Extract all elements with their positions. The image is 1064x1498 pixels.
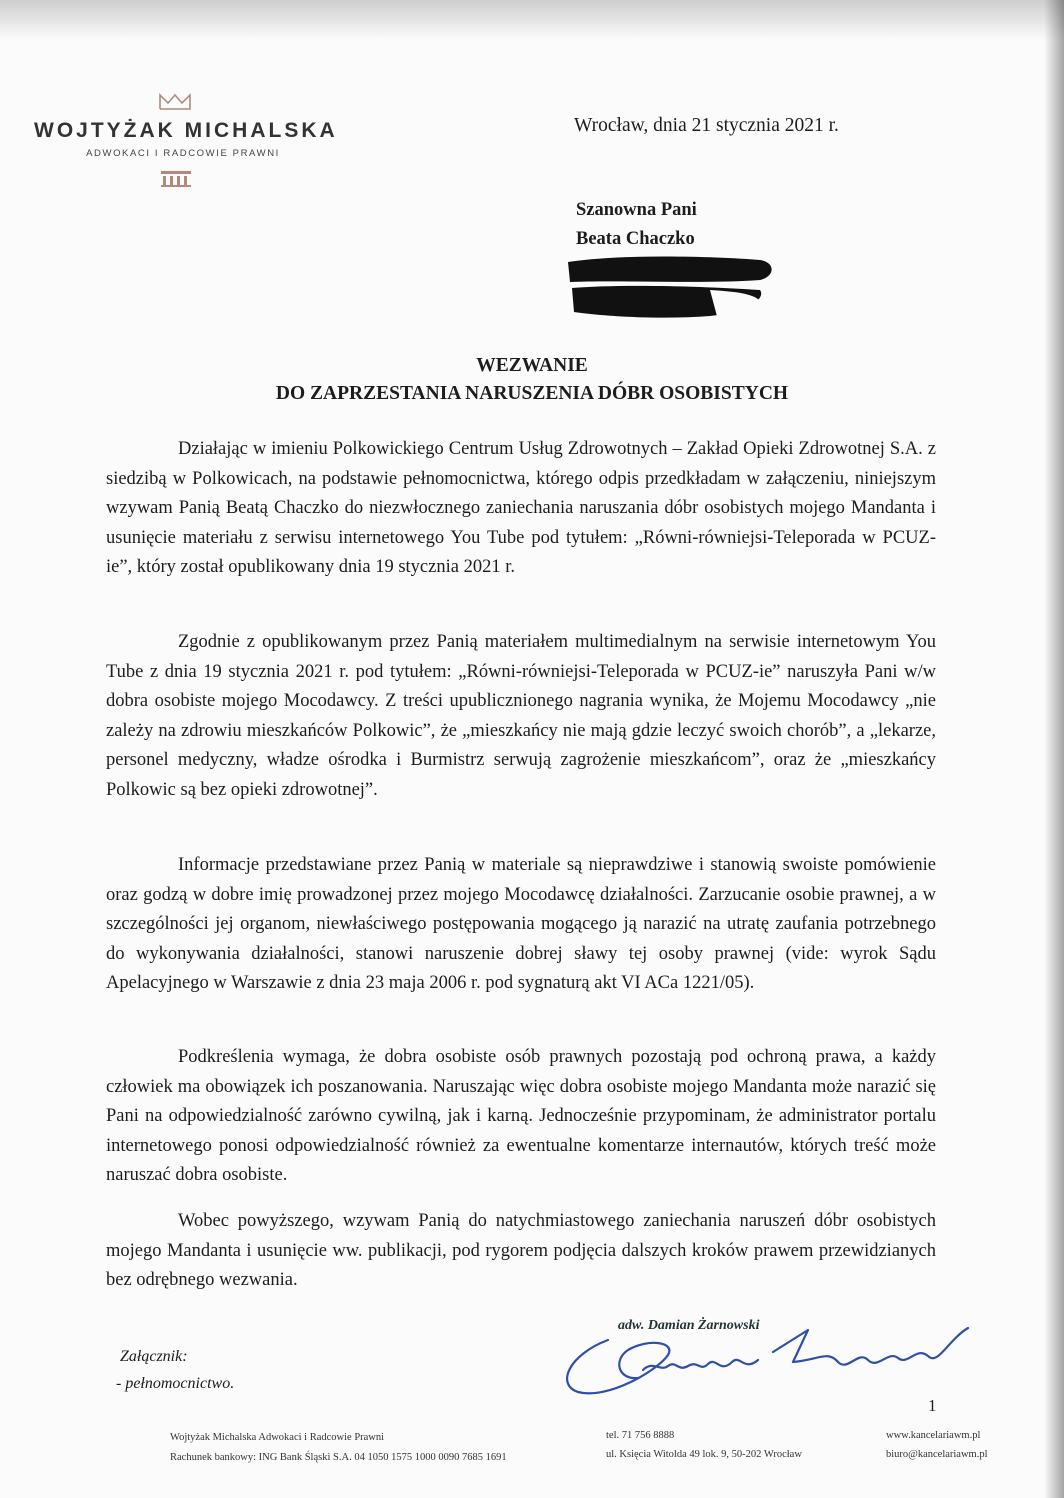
letter-subtitle: DO ZAPRZESTANIA NARUSZENIA DÓBR OSOBISTYCH [275,383,789,404]
crown-logo-icon [158,92,192,112]
body-paragraph-4: Podkreślenia wymaga, że dobra osobiste osób prawnych pozostają pod ochroną prawa, a każdy człowiek ma obowiązek ich poszanowania. Naruszając więc dobra osobiste mojego Mandanta może narazić się Pani na odpowiedzialność zarówno cywilną, jak i karną. Jednocześnie przypominam, że administrator portalu internetowego ponosi odpowiedzialność również za ewentualne komentarze internautów, których treść może naruszać dobra osobiste. [106,1047,936,1185]
building-logo-icon [160,170,192,188]
attachment-item: - pełnomocnictwo. [116,1375,235,1392]
page-number: 1 [928,1396,937,1415]
body-paragraph-2: Zgodnie z opublikowanym przez Panią materiałem multimedialnym na serwisie internetowym You Tube z dnia 19 stycznia 2021 r. pod tytułem: „Równi-równiejsi-Teleporada w PCUZ-ie” naruszyła Pani w/w dobra osobiste mojego Mocodawcy. Z treści upublicznionego nagrania wynika, że Mojemu Mocodawcy „nie zależy na zdrowiu mieszkańców Polkowic”, że „mieszkańcy nie mają gdzie leczyć swoich chorób”, a „lekarze, personel medyczny, władze ośrodka i Burmistrz serwują zagrożenie mieszkańcom”, oraz że „mieszkańcy Polkowic są bez opieki zdrowotnej”. [106,632,936,800]
scan-shadow-right [1044,0,1064,1498]
place-date: Wrocław, dnia 21 stycznia 2021 r. [574,115,839,136]
firm-name: WOJTYŻAK MICHALSKA [34,119,338,142]
footer-email: biuro@kancelariawm.pl [886,1449,988,1460]
body-paragraph-5: Wobec powyższego, wzywam Panią do natychmiastowego zaniechania naruszeń dóbr osobistych mojego Mandanta i usunięcie ww. publikacji, pod rygorem podjęcia dalszych kroków prawem przewidzianych bez odrębnego wezwania. [106,1211,936,1290]
handwritten-signature [548,1300,988,1410]
letter-title: WEZWANIE [476,355,588,376]
recipient-salutation: Szanowna Pani [576,200,697,220]
footer-firm: Wojtyżak Michalska Adwokaci i Radcowie Prawni [170,1432,385,1443]
footer-bank: Rachunek bankowy: ING Bank Śląski S.A. 04 1050 1575 1000 0090 7685 1691 [170,1452,507,1463]
body-paragraph-1: Działając w imieniu Polkowickiego Centrum Usług Zdrowotnych – Zakład Opieki Zdrowotnej S.A. z siedzibą w Polkowicach, na podstawie pełnomocnictwa, którego odpis przedkładam w załączeniu, niniejszym wzywam Panią Beatą Chaczko do niezwłocznego zaniechania naruszania dóbr osobistych mojego Mandanta i usunięcie materiału z serwisu internetowego You Tube pod tytułem: „Równi-równiejsi-Teleporada w PCUZ-ie”, który został opublikowany dnia 19 stycznia 2021 r. [106,439,936,577]
scan-shadow-top [0,0,1064,40]
footer-address: ul. Księcia Witolda 49 lok. 9, 50-202 Wrocław [606,1449,802,1460]
firm-subtitle: ADWOKACI I RADCOWIE PRAWNI [86,148,280,159]
redacted-address [560,250,780,330]
attachment-heading: Załącznik: [120,1348,188,1365]
signature-stamp: adw. Damian Żarnowski [618,1318,760,1333]
footer-phone: tel. 71 756 8888 [606,1430,675,1441]
body-paragraph-3: Informacje przedstawiane przez Panią w materiale są nieprawdziwe i stanowią swoiste pomówienie oraz godzą w dobre imię prowadzonej przez mojego Mocodawcę działalności. Zarzucanie osobie prawnej, a w szczególności jej organom, niewłaściwego postępowania mogącego ją narazić na utratę zaufania potrzebnego do wykonywania działalności, stanowi naruszenie dobrej sławy tej osoby prawnej (vide: wyrok Sądu Apelacyjnego w Warszawie z dnia 23 maja 2006 r. pod sygnaturą akt VI ACa 1221/05). [106,855,936,993]
footer-web: www.kancelariawm.pl [886,1430,981,1441]
recipient-name: Beata Chaczko [576,229,695,249]
